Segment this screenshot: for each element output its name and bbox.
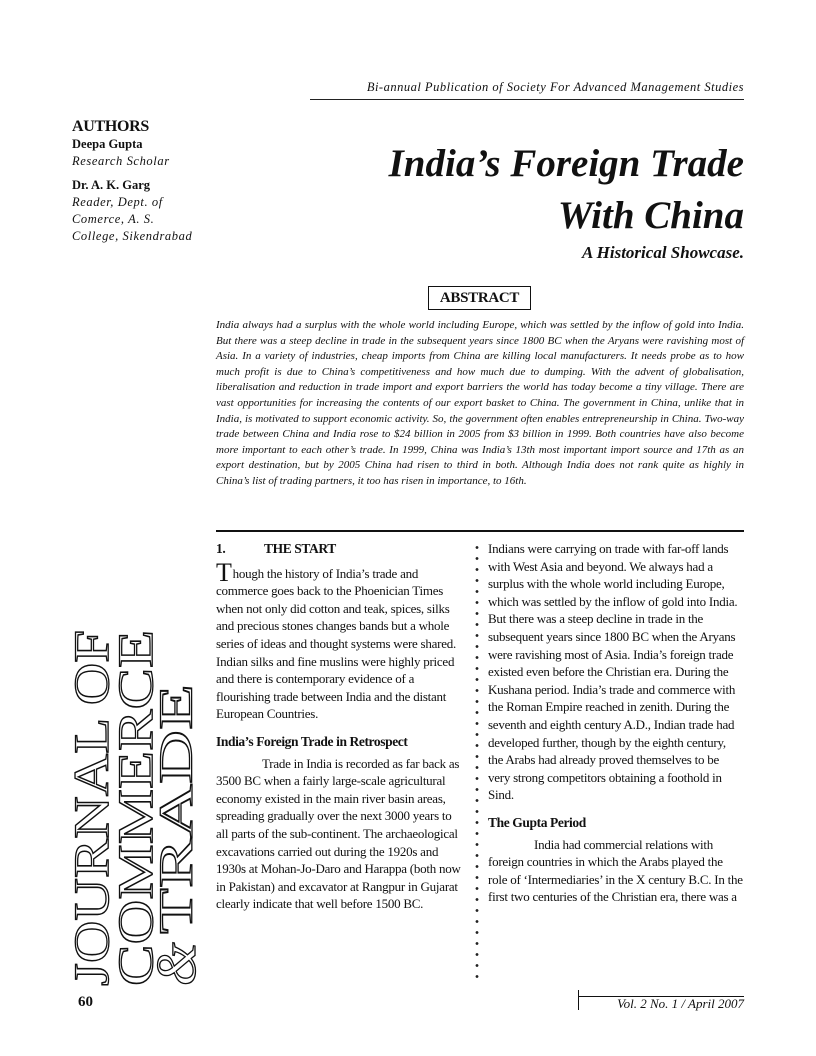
author-name: Dr. A. K. Garg: [72, 178, 151, 192]
subsection-heading: The Gupta Period: [488, 814, 586, 830]
body-column-right: [488, 540, 744, 906]
author-entry: [72, 177, 242, 245]
author-affiliation: Comerce, A. S.: [72, 212, 155, 226]
abstract-text: India always had a surplus with the whole world including Europe, which was settled by the inflow of gold into India. But there was a steep decline in trade in the subsequent years since 1800 BC when the Aryans were ravishing most of Asia. In a variety of industries, cheap imports from China are killing local manufacturers. It needs probe as to how much profit is due to China’s competitiveness and how much due to dumping. With the advent of globalisation, liberalisation and reduction in trade import and export barriers the world has today become a tiny village. There are vast opportunities for increasing the contents of our export basket to China. The government in China, unlike that in India, is motivated to support economic activity. So, the government often enables entrepreneurship in China. Two-way trade between China and India rose to $24 billion in 2005 from $3 billion in 1999. Both countries have also become more important to each other’s trade. In 1999, China was India’s 13th most important import source and 17th as an export destination, but by 2005 China had risen to third in both. Although India does not rank quite as highly in China’s list of trading partners, it too has risen in importance, to 16th.: [216, 319, 744, 487]
footer-rule-vertical: [578, 990, 579, 1010]
journal-logo-line: JOURNAL OF: [63, 683, 119, 986]
column-dotted-divider: [474, 542, 480, 982]
authors-block: [72, 118, 242, 245]
publication-banner: Bi-annual Publication of Society For Advanced Management Studies: [310, 80, 744, 100]
author-name: Deepa Gupta: [72, 137, 143, 151]
author-affiliation: Reader, Dept. of: [72, 195, 163, 209]
section-title: THE START: [264, 541, 336, 556]
body-paragraph: [216, 557, 464, 723]
article-title-line: With China: [557, 194, 744, 237]
journal-logo: [63, 626, 208, 986]
body-column-left: [216, 540, 464, 913]
abstract-label: ABSTRACT: [428, 286, 531, 310]
body-paragraph: Indians were carrying on trade with far-off lands with West Asia and beyond. We always had a surplus with the whole world including Europe, which was settled by the inflow of gold into India. But there was a steep decline in trade in the subsequent years since 1800 BC when the Aryans were ravishing most of Asia. India’s foreign trade existed even before the Christian era. During the Kushana period. India’s trade and commerce with the Roman Empire reached in zenith. During the seventh and eighth century A.D., Indian trade had developed further, though by the eighth century, the Arabs had already proved themselves to be very strong competitors obtaining a foothold in Sind.: [488, 541, 738, 803]
author-entry: [72, 136, 242, 170]
journal-logo-line: COMMERCE: [107, 699, 163, 986]
journal-logo-ampersand: &: [146, 942, 208, 986]
author-affiliation: College, Sikendrabad: [72, 229, 193, 243]
journal-logo-line: TRADE: [150, 774, 203, 934]
subsection-heading: India’s Foreign Trade in Retrospect: [216, 733, 408, 749]
body-paragraph: India had commercial relations with foreign countries in which the Arabs played the role of ‘Intermediaries’ in the X century B.C. In the first two centuries of the Christian era, there was a: [488, 836, 743, 905]
divider-rule: [216, 530, 744, 532]
section-heading: [216, 540, 464, 558]
authors-heading: AUTHORS: [72, 118, 150, 135]
paragraph-text: hough the history of India’s trade and commerce goes back to the Phoenician Times when not only did cotton and teak, spices, silks and precious stones changes bands but a whole series of ideas and thought systems were shared. Indian silks and fine muslins were highly priced and there is contemporary evidence of a flourishing trade between India and the distant European Countries.: [216, 565, 456, 722]
volume-info: Vol. 2 No. 1 / April 2007: [617, 996, 744, 1011]
article-title: [300, 138, 744, 242]
drop-cap: T: [216, 557, 232, 587]
section-number: 1.: [216, 541, 226, 556]
article-title-line: India’s Foreign Trade: [388, 142, 744, 185]
author-affiliation: Research Scholar: [72, 154, 170, 168]
page-number: 60: [78, 994, 93, 1010]
article-subtitle: A Historical Showcase.: [582, 243, 744, 262]
body-paragraph: Trade in India is recorded as far back as 3500 BC when a fairly large-scale agricultural economy existed in the main river basin areas, spreading gradually over the next 3000 years to all parts of the sub-continent. The archaeological excavations carried out during the 1920s and 1930s at Mohan-Jo-Daro and Harappa (both now in Pakistan) and excavator at Rangpur in Gujarat clearly indicate that well before 1500 BC.: [216, 755, 461, 912]
